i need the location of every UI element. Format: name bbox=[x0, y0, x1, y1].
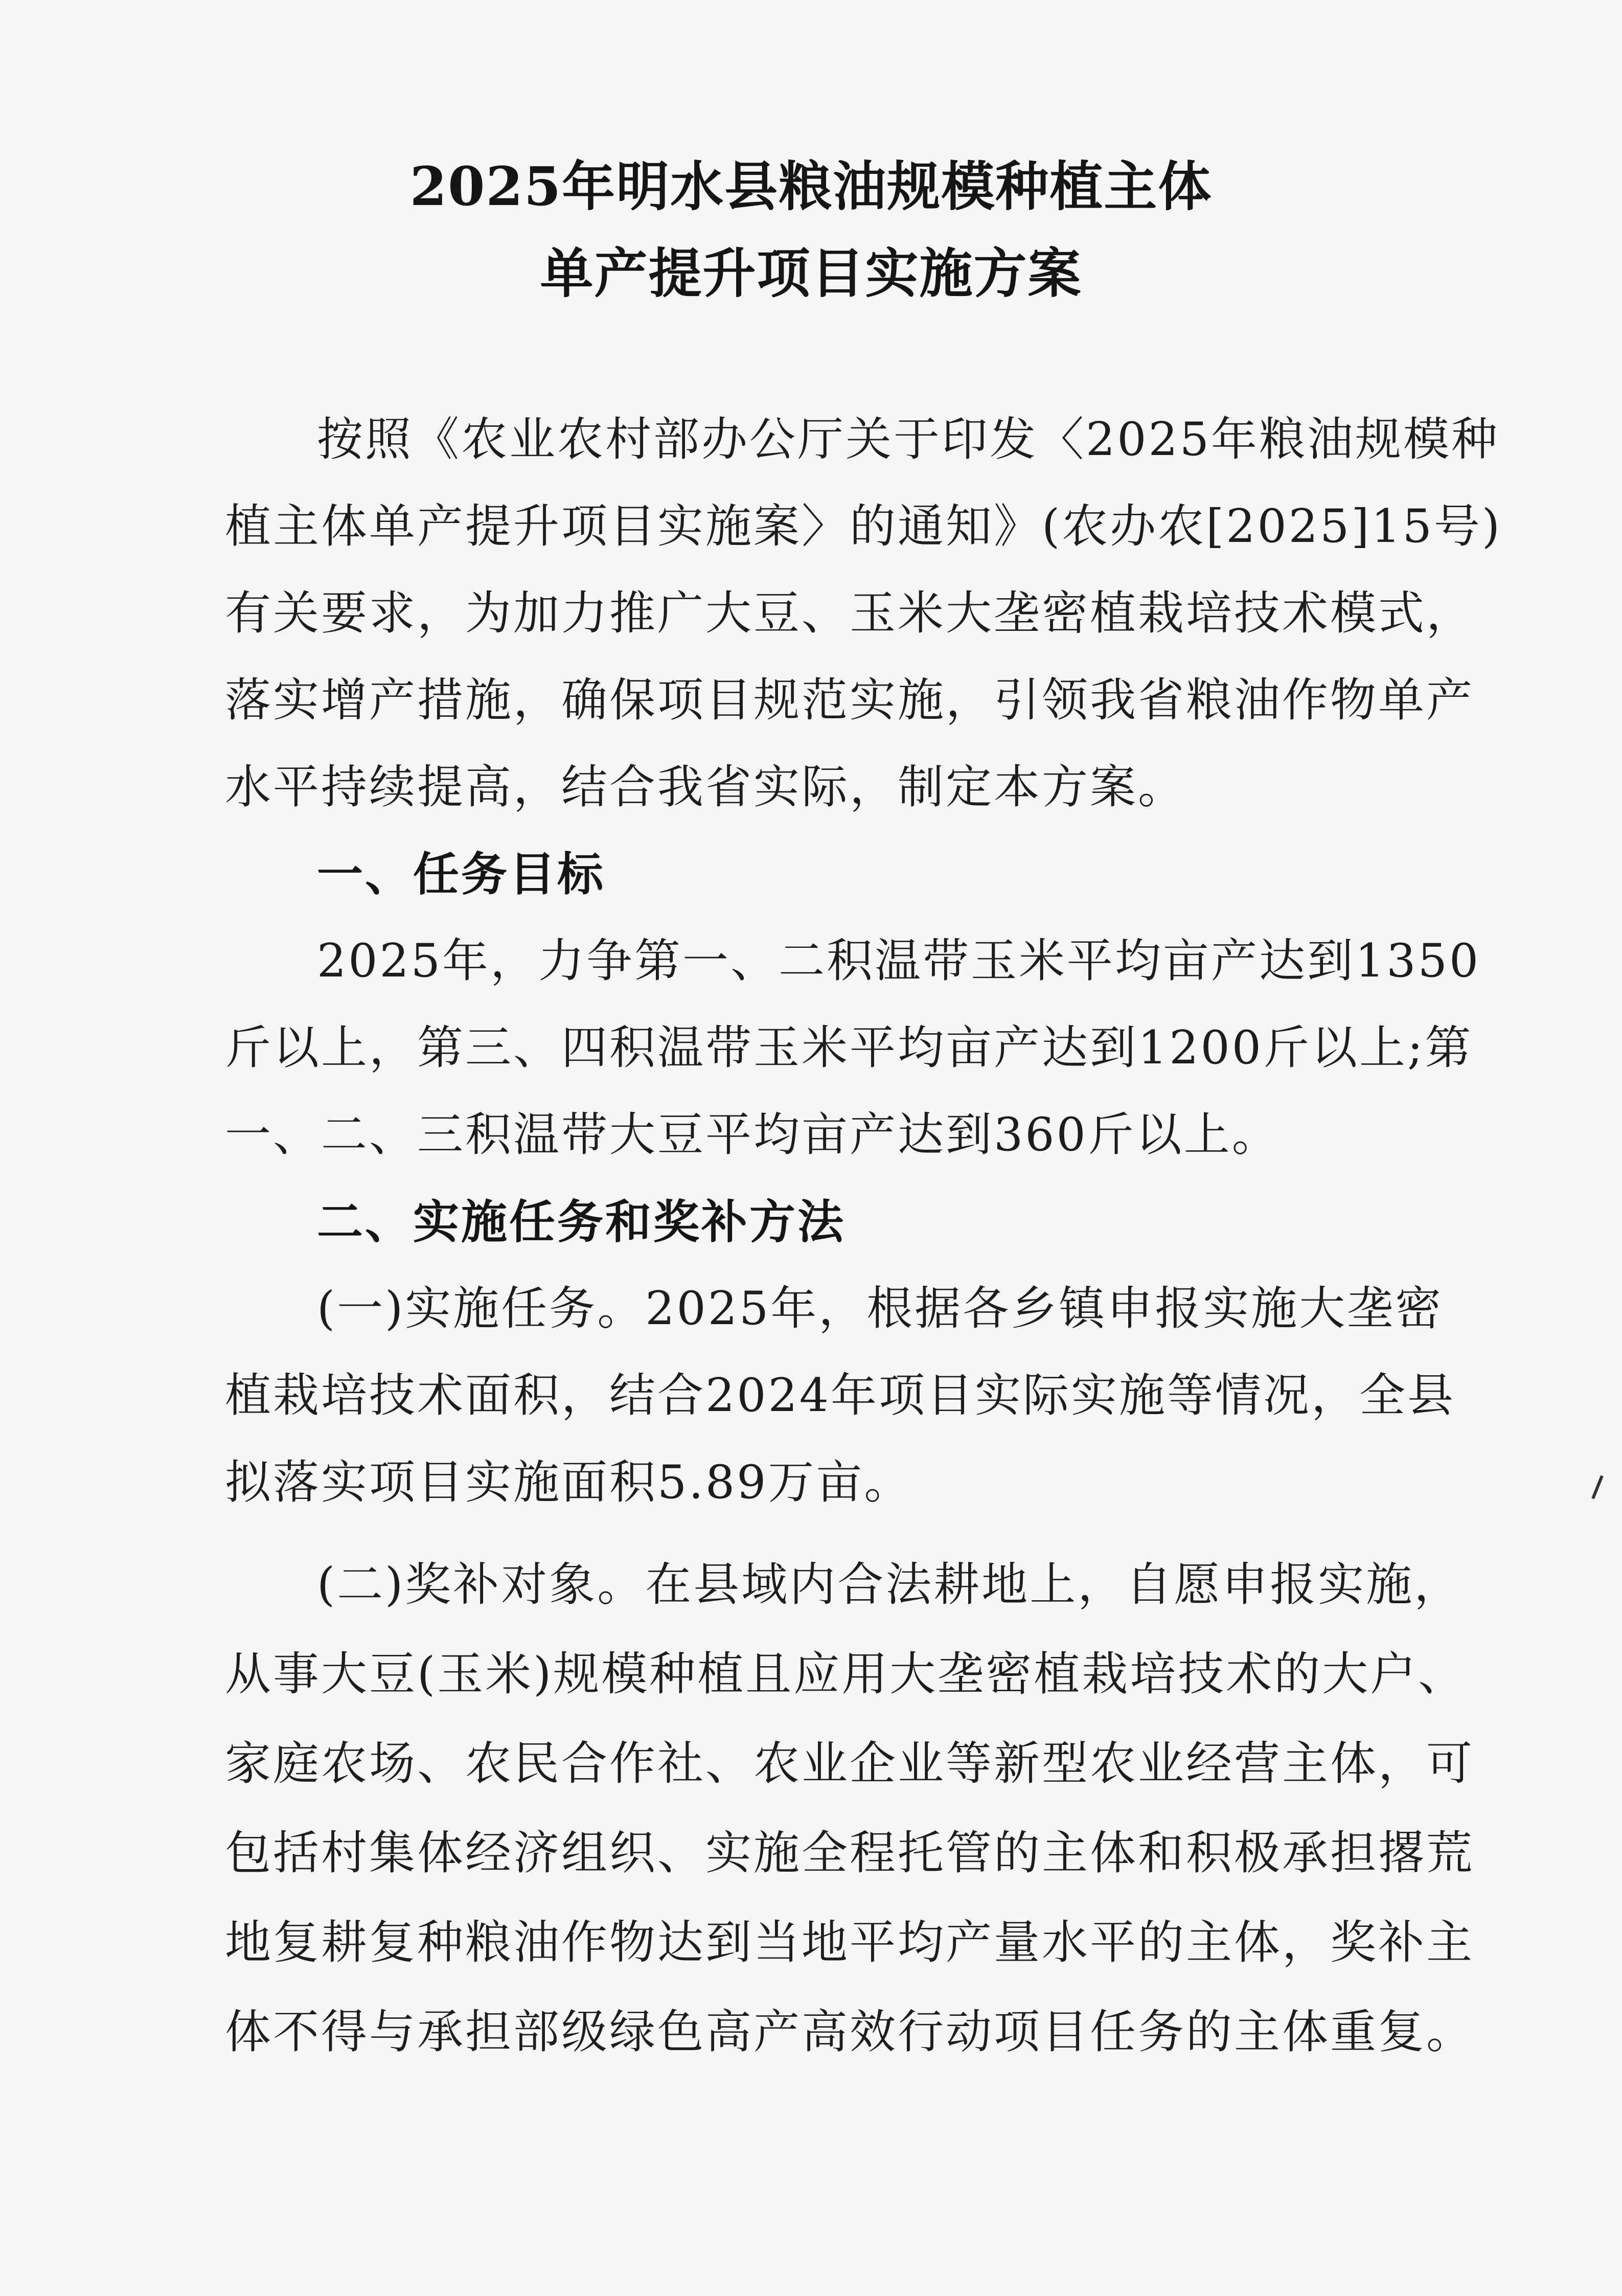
body-line-9: 一、二、三积温带大豆平均亩产达到360斤以上。 bbox=[225, 1108, 1280, 1162]
margin-mark bbox=[1591, 1475, 1604, 1499]
body-line-1: 按照《农业农村部办公厅关于印发〈2025年粮油规模种 bbox=[317, 413, 1500, 466]
body-line-4: 落实增产措施，确保项目规范实施，引领我省粮油作物单产 bbox=[225, 673, 1474, 727]
body-line-5: 水平持续提高，结合我省实际，制定本方案。 bbox=[225, 760, 1186, 814]
body-line-14: (二)奖补对象。在县域内合法耕地上，自愿申报实施， bbox=[317, 1558, 1463, 1611]
body-line-7: 2025年，力争第一、二积温带玉米平均亩产达到1350 bbox=[317, 934, 1481, 988]
body-line-11: (一)实施任务。2025年，根据各乡镇申报实施大垄密 bbox=[317, 1282, 1444, 1335]
body-line-13: 拟落实项目实施面积5.89万亩。 bbox=[225, 1456, 912, 1509]
body-line-8: 斤以上，第三、四积温带玉米平均亩产达到1200斤以上;第 bbox=[225, 1021, 1473, 1075]
body-line-12: 植栽培技术面积，结合2024年项目实际实施等情况，全县 bbox=[225, 1369, 1456, 1422]
body-line-2: 植主体单产提升项目实施案〉的通知》(农办农[2025]15号) bbox=[225, 499, 1502, 553]
document-title-line-2: 单产提升项目实施方案 bbox=[540, 242, 1082, 305]
body-line-15: 从事大豆(玉米)规模种植且应用大垄密植栽培技术的大户、 bbox=[225, 1647, 1467, 1701]
body-line-19: 体不得与承担部级绿色高产高效行动项目任务的主体重复。 bbox=[225, 2005, 1474, 2059]
section-heading-2: 二、实施任务和奖补方法 bbox=[317, 1195, 846, 1249]
document-title-line-1: 2025年明水县粮油规模种植主体 bbox=[409, 155, 1213, 218]
body-line-3: 有关要求，为加力推广大豆、玉米大垄密植栽培技术模式， bbox=[225, 586, 1474, 640]
body-line-18: 地复耕复种粮油作物达到当地平均产量水平的主体，奖补主 bbox=[225, 1916, 1474, 1969]
body-line-16: 家庭农场、农民合作社、农业企业等新型农业经营主体，可 bbox=[225, 1737, 1474, 1790]
body-line-17: 包括村集体经济组织、实施全程托管的主体和积极承担撂荒 bbox=[225, 1826, 1474, 1880]
section-heading-1: 一、任务目标 bbox=[317, 847, 605, 901]
